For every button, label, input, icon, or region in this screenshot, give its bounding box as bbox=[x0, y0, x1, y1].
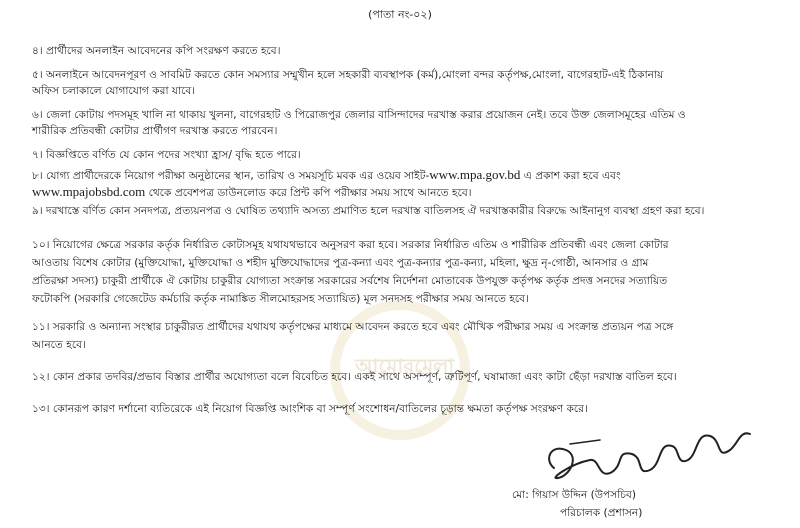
clause-13: ১৩। কোনরূপ কারণ দর্শানো ব্যতিরেকে এই নিয়োগ বিজ্ঞপ্তি আংশিক বা সম্পূর্ণ সংশোধন/বাতিলের চূড়ান্ত ক্ষমতা কর্তৃপক্ষ সংরক্ষণ করে। bbox=[32, 403, 588, 415]
signatory-title: পরিচালক (প্রশাসন) bbox=[560, 507, 643, 519]
clause-6-line-2: শারীরিক প্রতিবন্ধী কোটার প্রার্থীগণ দরখাস্ত করতে পারবেন। bbox=[32, 125, 278, 137]
clause-10-line-1: ১০। নিয়োগের ক্ষেত্রে সরকার কর্তৃক নির্ধারিত কোটাসমূহ যথাযথভাবে অনুসরণ করা হবে। সরকার নির্ধারিত এতিম ও শারীরিক প্রতিবন্ধী এবং জেলা কোটার bbox=[32, 239, 669, 251]
clause-6-line-1: ৬। জেলা কোটায় পদসমূহ খালি না থাকায় খুলনা, বাগেরহাট ও পিরোজপুর জেলার বাসিন্দাদের দরখাস্ত করার প্রয়োজন নেই। তবে উক্ত জেলাসমূহের এতিম ও bbox=[32, 109, 686, 121]
clause-7: ৭। বিজ্ঞপ্তিতে বর্ণিত যে কোন পদের সংখ্যা হ্রাস/ বৃদ্ধি হতে পারে। bbox=[32, 149, 301, 161]
clause-8-text-c: থেকে প্রবেশপত্র ডাউনলোড করে প্রিন্ট কপি পরীক্ষার সময় সাথে আনতে হবে। bbox=[145, 187, 472, 199]
clause-10-line-3: প্রতিরক্ষা সদস্য) চাকুরী প্রার্থীকে ঐ কোটায় চাকুরীর যোগ্যতা সংক্রান্ত সরকারের সর্বশেষ নির্দেশনা মোতাবেক উপযুক্ত কর্তৃপক্ষ কর্তৃক প্রদত্ত সনদের সত্যায়িত bbox=[32, 275, 668, 287]
clause-8-line-2 bbox=[32, 184, 780, 201]
clause-4: ৪। প্রার্থীদের অনলাইন আবেদনের কপি সংরক্ষণ করতে হবে। bbox=[32, 45, 281, 57]
clause-11-line-1: ১১। সরকারি ও অন্যান্য সংস্থার চাকুরীরত প্রার্থীদের যথাযথ কর্তৃপক্ষের মাধ্যমে আবেদন করতে হবে এবং মৌখিক পরীক্ষার সময় এ সংক্রান্ত প্রত্যয়ন পত্র সঙ্গে bbox=[32, 321, 674, 333]
signature-scribble bbox=[540, 420, 760, 488]
page-number: (পাতা নং-০২) bbox=[368, 8, 432, 21]
clause-10-line-2: আওতায় বিশেষ কোটার (মুক্তিযোদ্ধা, মুক্তিযোদ্ধা ও শহীদ মুক্তিযোদ্ধাদের পুত্র-কন্যা এবং পুত্র-কন্যার পুত্র-কন্যা, মহিলা, ক্ষুদ্র নৃ-গোষ্ঠী, আনসার ও গ্রাম bbox=[32, 257, 649, 269]
mpajobs-website-link[interactable]: www.mpajobsbd.com bbox=[32, 184, 146, 199]
mpa-website-link[interactable]: www.mpa.gov.bd bbox=[429, 167, 521, 182]
clause-12: ১২। কোন প্রকার তদবির/প্রভাব বিস্তার প্রার্থীর অযোগ্যতা বলে বিবেচিত হবে। একই সাথে অসম্পূর্ণ, ত্রুটিপূর্ণ, ঘষামাজা এবং কাটা ছেঁড়া দরখাস্ত বাতিল হবে। bbox=[32, 371, 677, 383]
clause-10-line-4: ফটোকপি (সরকারি গেজেটেড কর্মচারি কর্তৃক নামাঙ্কিত সীলমোহরসহ সত্যায়িত) মূল সনদসহ পরীক্ষার সময় আনতে হবে। bbox=[32, 293, 529, 305]
clause-5-line-1: ৫। অনলাইনে আবেদনপূরণ ও সাবমিট করতে কোন সমস্যার সম্মুখীন হলে সহকারী ব্যবস্থাপক (কর্ম),মোংলা বন্দর কর্তৃপক্ষ,মোংলা, বাগেরহাট-এই ঠিকানায় bbox=[32, 69, 664, 81]
clause-8-text-a: ৮। যোগ্য প্রার্থীদেরকে নিয়োগ পরীক্ষা অনুষ্ঠানের স্থান, তারিখ ও সময়সূচি মবক এর ওয়েব সাইট- bbox=[32, 170, 430, 182]
clause-9: ৯। দরখাস্তে বর্ণিত কোন সনদপত্র, প্রত্যয়নপত্র ও ঘোষিত তথ্যাদি অসত্য প্রমাণিত হলে দরখাস্ত বাতিলসহ ঐ দরখাস্তকারীর বিরুদ্ধে আইনানুগ ব্যবস্থা গ্রহণ করা হবে। bbox=[32, 205, 705, 217]
clause-8-line-1 bbox=[32, 167, 780, 184]
clause-11-line-2: আনতে হবে। bbox=[32, 339, 86, 351]
clause-8-text-b: এ প্রকাশ করা হবে এবং bbox=[520, 170, 621, 182]
signatory-name: মো: গিয়াস উদ্দিন (উপসচিব) bbox=[512, 489, 637, 501]
watermark-text: আমোরমেলা bbox=[355, 354, 455, 378]
clause-5-line-2: অফিস চলাকালে যোগাযোগ করা যাবে। bbox=[32, 85, 196, 97]
